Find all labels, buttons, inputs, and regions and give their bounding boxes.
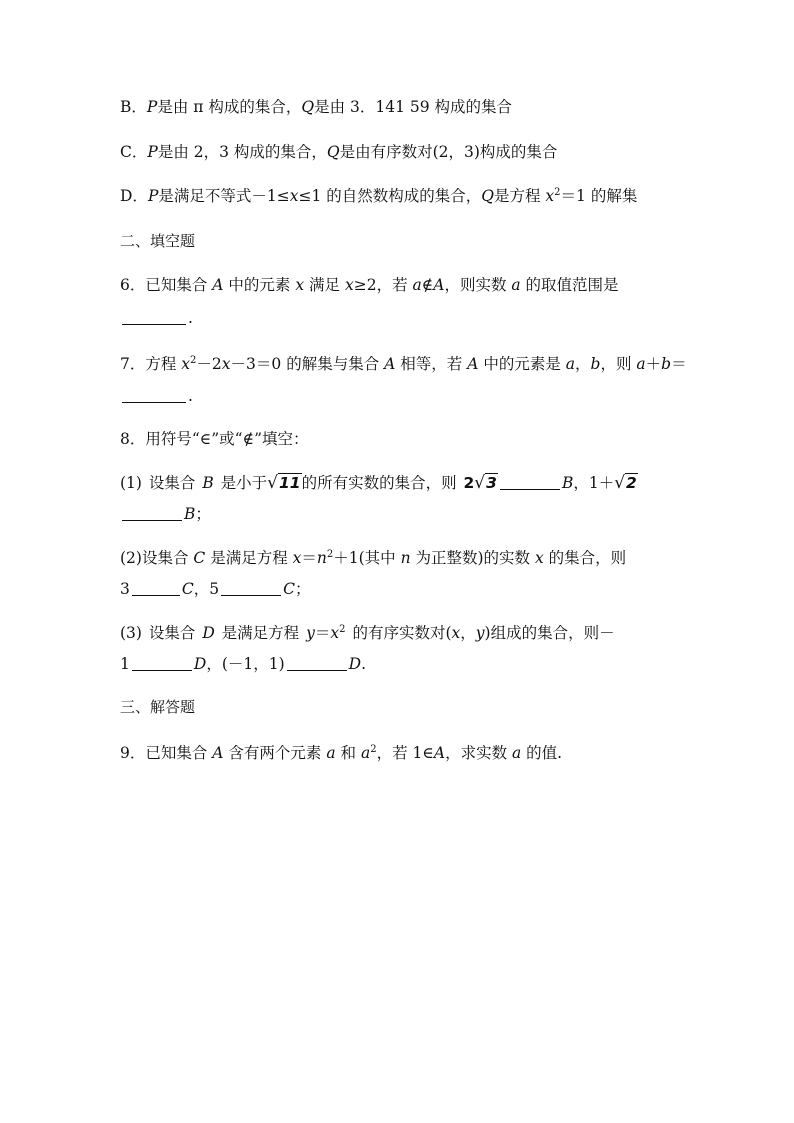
- q7-text: ，: [575, 355, 591, 373]
- q8-text: 是满足方程: [205, 549, 293, 567]
- q8-text: )组成的集合，则－: [484, 624, 615, 642]
- answer-blank[interactable]: [221, 581, 281, 596]
- var-y: y: [306, 624, 315, 642]
- q8-text: ，(－1，1): [206, 655, 285, 673]
- q6-text: 中的元素: [223, 276, 296, 294]
- var-x: x: [289, 187, 299, 205]
- q6-text: 6．已知集合: [120, 276, 213, 294]
- var-b: b: [590, 355, 601, 373]
- q6-text: ，则实数: [444, 276, 512, 294]
- question-8-part-2: [120, 548, 626, 568]
- q8-text: 的所有实数的集合，则: [301, 474, 464, 492]
- sqrt-2: √2: [614, 473, 637, 493]
- q8-text: 为正整数)的实数: [410, 549, 535, 567]
- var-n: n: [400, 549, 411, 567]
- q7-text: 中的元素是: [478, 355, 566, 373]
- q9-text: 9．已知集合: [120, 744, 213, 762]
- number-3: 3: [120, 580, 130, 598]
- var-c-set: C: [181, 580, 194, 598]
- var-x: x: [221, 355, 231, 373]
- q8-text: 的集合，则: [543, 549, 627, 567]
- var-p: P: [147, 187, 159, 205]
- q8-text: ，1＋: [573, 474, 615, 492]
- option-c: [120, 142, 557, 162]
- q7-text: 相等，若: [395, 355, 468, 373]
- answer-blank[interactable]: [122, 310, 186, 325]
- var-a-set: A: [212, 276, 224, 294]
- question-7-answer-line: [120, 386, 193, 406]
- exponent: 2: [326, 549, 334, 560]
- sqrt-11: √11: [267, 473, 301, 493]
- var-x: x: [295, 276, 305, 294]
- var-a-set: A: [384, 355, 396, 373]
- option-c-text: 是由有序数对(2，3)构成的集合: [339, 143, 558, 161]
- var-a: a: [412, 276, 422, 294]
- var-b-set: B: [561, 474, 574, 492]
- option-b-label: B．: [120, 98, 147, 116]
- option-c-label: C．: [120, 143, 148, 161]
- var-y: y: [475, 624, 485, 642]
- var-c-set: C: [283, 580, 295, 598]
- period: .: [188, 309, 193, 327]
- var-a-set: A: [433, 276, 445, 294]
- q7-text: －3＝0 的解集与集合: [230, 355, 385, 373]
- var-a: a: [326, 744, 336, 762]
- var-a: a: [512, 744, 522, 762]
- var-x: x: [181, 355, 191, 373]
- q8-text: (1) 设集合: [120, 474, 203, 492]
- option-d-label: D．: [120, 187, 148, 205]
- var-a-set: A: [467, 355, 479, 373]
- var-n: n: [316, 549, 327, 567]
- semicolon: ；: [195, 505, 211, 523]
- answer-blank[interactable]: [500, 475, 560, 490]
- var-q: Q: [301, 98, 315, 116]
- q9-text: 的值.: [521, 744, 563, 762]
- q6-text: 的取值范围是: [520, 276, 619, 294]
- question-8-part-3: [120, 623, 615, 643]
- q6-text: 满足: [304, 276, 345, 294]
- var-x: x: [292, 549, 302, 567]
- q9-text: ，求实数: [445, 744, 512, 762]
- var-b-set: B: [202, 474, 214, 492]
- var-d-set: D: [202, 624, 215, 642]
- coefficient: 2: [463, 474, 475, 492]
- answer-blank[interactable]: [132, 581, 180, 596]
- var-x: x: [330, 624, 340, 642]
- question-8-part-2-cont: [120, 579, 311, 599]
- var-p: P: [146, 98, 158, 116]
- q8-text: 是小于: [213, 474, 268, 492]
- q7-text: ＋: [645, 355, 662, 373]
- var-d-set: D: [348, 655, 362, 673]
- option-d-text: ≤1 的自然数构成的集合，: [298, 187, 482, 205]
- option-d: [120, 186, 637, 206]
- answer-blank[interactable]: [122, 506, 182, 521]
- q7-text: －2: [196, 355, 222, 373]
- option-d-text: 是满足不等式－1≤: [158, 187, 290, 205]
- q9-text: ，若 1∈: [376, 744, 434, 762]
- var-x: x: [451, 624, 461, 642]
- var-q: Q: [481, 187, 494, 205]
- q8-text: 是满足方程: [214, 624, 307, 642]
- period: .: [188, 387, 193, 405]
- var-a: a: [636, 355, 646, 373]
- var-x: x: [344, 276, 354, 294]
- exponent: 2: [554, 187, 561, 198]
- q8-text: ＝: [314, 624, 331, 642]
- q7-text: ，则: [600, 355, 637, 373]
- var-x: x: [534, 549, 544, 567]
- var-a: a: [565, 355, 575, 373]
- option-d-text: ＝1 的解集: [560, 187, 638, 205]
- q8-text: ＋1(其中: [333, 549, 401, 567]
- semicolon: ；: [295, 580, 311, 598]
- var-p: P: [147, 143, 158, 161]
- q8-text: ＝: [301, 549, 317, 567]
- var-c-set: C: [193, 549, 206, 567]
- q6-text: ≥2，若: [353, 276, 413, 294]
- option-b-text: 是由 π 构成的集合，: [157, 98, 302, 116]
- option-b: [120, 97, 512, 117]
- exponent: 2: [190, 355, 197, 366]
- question-8-part-3-cont: [120, 654, 366, 674]
- var-b: b: [661, 355, 672, 373]
- var-x: x: [545, 187, 555, 205]
- not-in-symbol: ∉: [421, 276, 434, 294]
- q8-text: ，5: [193, 580, 220, 598]
- section-heading-fill-in: 二、填空题: [120, 232, 196, 250]
- question-6-answer-line: [120, 308, 193, 328]
- answer-blank[interactable]: [287, 656, 347, 671]
- question-8-part-1: [120, 473, 638, 493]
- question-8-title: 8．用符号“∈”或“∉”填空：: [120, 430, 309, 448]
- q8-text: 的有序实数对(: [345, 624, 452, 642]
- question-6: [120, 275, 619, 295]
- q8-text: (2)设集合: [120, 549, 194, 567]
- q9-text: 含有两个元素: [223, 744, 327, 762]
- var-a: a: [511, 276, 521, 294]
- question-9: [120, 743, 562, 763]
- q9-text: 和: [335, 744, 361, 762]
- period: .: [361, 655, 367, 673]
- q7-text: ＝: [671, 355, 687, 373]
- var-a: a: [360, 744, 371, 762]
- option-d-text: 是方程: [493, 187, 546, 205]
- var-a-set: A: [433, 744, 446, 762]
- answer-blank[interactable]: [132, 656, 192, 671]
- var-d-set: D: [193, 655, 207, 673]
- question-7: [120, 354, 687, 374]
- sqrt-3: √3: [474, 473, 497, 493]
- q8-text: (3) 设集合: [120, 624, 203, 642]
- exponent: 2: [339, 624, 346, 635]
- question-8-part-1-cont: [120, 504, 211, 524]
- option-b-text: 是由 3．141 59 构成的集合: [314, 98, 513, 116]
- section-heading-solve: 三、解答题: [120, 698, 196, 716]
- q8-text: ，: [460, 624, 476, 642]
- answer-blank[interactable]: [122, 388, 186, 403]
- q7-text: 7．方程: [120, 355, 182, 373]
- var-a-set: A: [212, 744, 224, 762]
- number-1: 1: [120, 655, 130, 673]
- exponent: 2: [370, 744, 377, 755]
- var-q: Q: [326, 143, 340, 161]
- option-c-text: 是由 2，3 构成的集合，: [157, 143, 327, 161]
- var-b-set: B: [184, 505, 196, 523]
